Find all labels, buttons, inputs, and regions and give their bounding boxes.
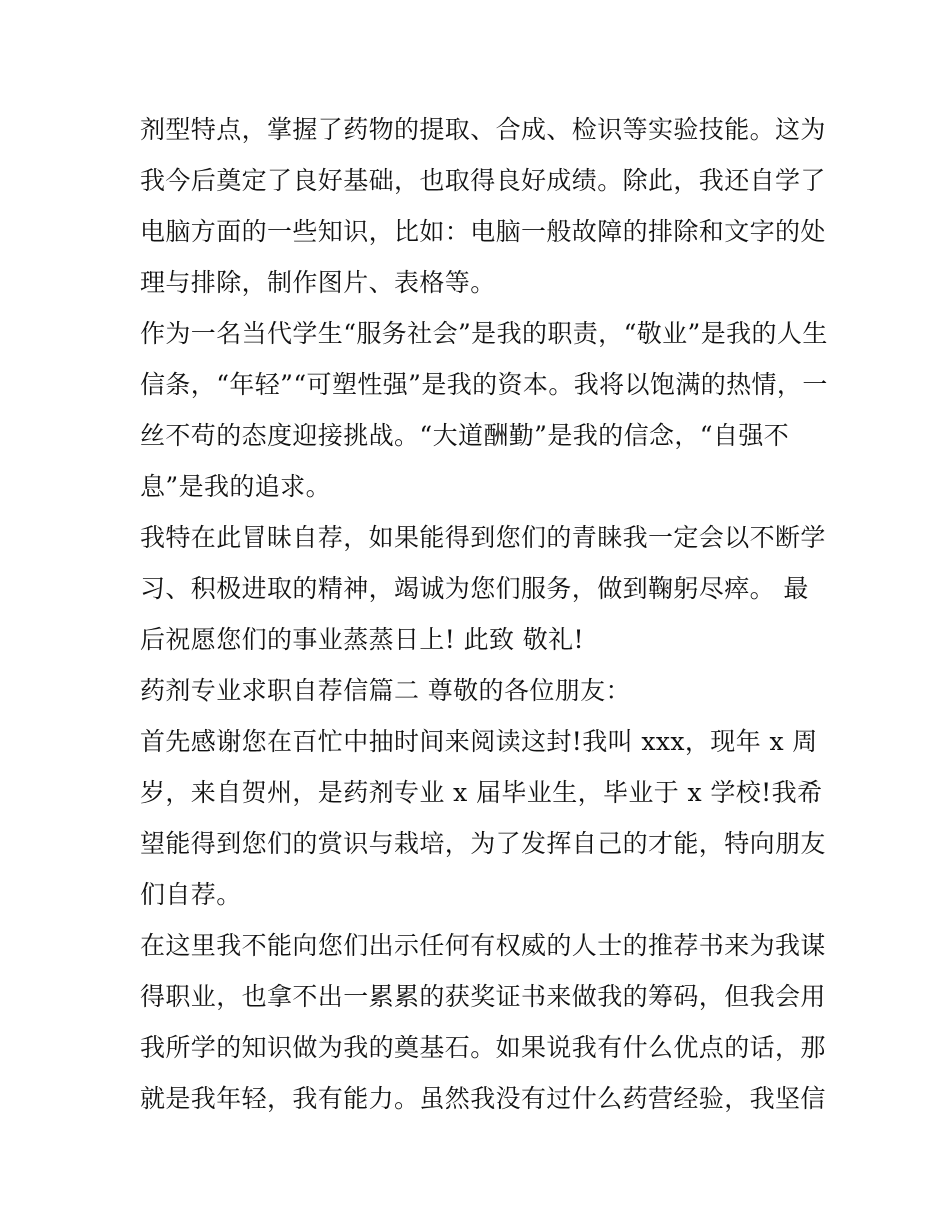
- text-line: 我今后奠定了良好基础，也取得良好成绩。除此，我还自学了: [140, 166, 826, 195]
- text-line: 理与排除，制作图片、表格等。: [140, 268, 496, 297]
- text-line: 首先感谢您在百忙中抽时间来阅读这封!我叫 xxx，现年 x 周: [140, 727, 818, 756]
- text-line: 我所学的知识做为我的奠基石。如果说我有什么优点的话，那: [140, 1033, 826, 1062]
- text-line: 剂型特点，掌握了药物的提取、合成、检识等实验技能。这为: [140, 115, 826, 144]
- text-line: 丝不苟的态度迎接挑战。“大道酬勤”是我的信念，“自强不: [140, 421, 790, 450]
- text-line: 岁，来自贺州，是药剂专业 x 届毕业生，毕业于 x 学校!我希: [140, 778, 823, 807]
- text-line: 作为一名当代学生“服务社会”是我的职责，“敬业”是我的人生: [140, 319, 828, 348]
- text-line: 信条，“年轻”“可塑性强”是我的资本。我将以饱满的热情，一: [140, 370, 828, 399]
- text-line: 望能得到您们的赏识与栽培，为了发挥自己的才能，特向朋友: [140, 829, 826, 858]
- text-line: 在这里我不能向您们出示任何有权威的人士的推荐书来为我谋: [140, 931, 826, 960]
- body-text: [140, 104, 830, 1124]
- text-line: 息”是我的追求。: [140, 472, 331, 501]
- text-line: 得职业，也拿不出一累累的获奖证书来做我的筹码，但我会用: [140, 982, 826, 1011]
- text-line: 电脑方面的一些知识，比如：电脑一般故障的排除和文字的处: [140, 217, 826, 246]
- text-line: 后祝愿您们的事业蒸蒸日上! 此致 敬礼!: [140, 625, 584, 654]
- text-line: 我特在此冒昧自荐，如果能得到您们的青睐我一定会以不断学: [140, 523, 826, 552]
- text-line: 就是我年轻，我有能力。虽然我没有过什么药营经验，我坚信: [140, 1084, 826, 1113]
- text-line: 习、积极进取的精神，竭诚为您们服务，做到鞠躬尽瘁。 最: [140, 574, 809, 603]
- text-line: 们自荐。: [140, 880, 242, 909]
- section-heading: 药剂专业求职自荐信篇二 尊敬的各位朋友：: [140, 676, 631, 705]
